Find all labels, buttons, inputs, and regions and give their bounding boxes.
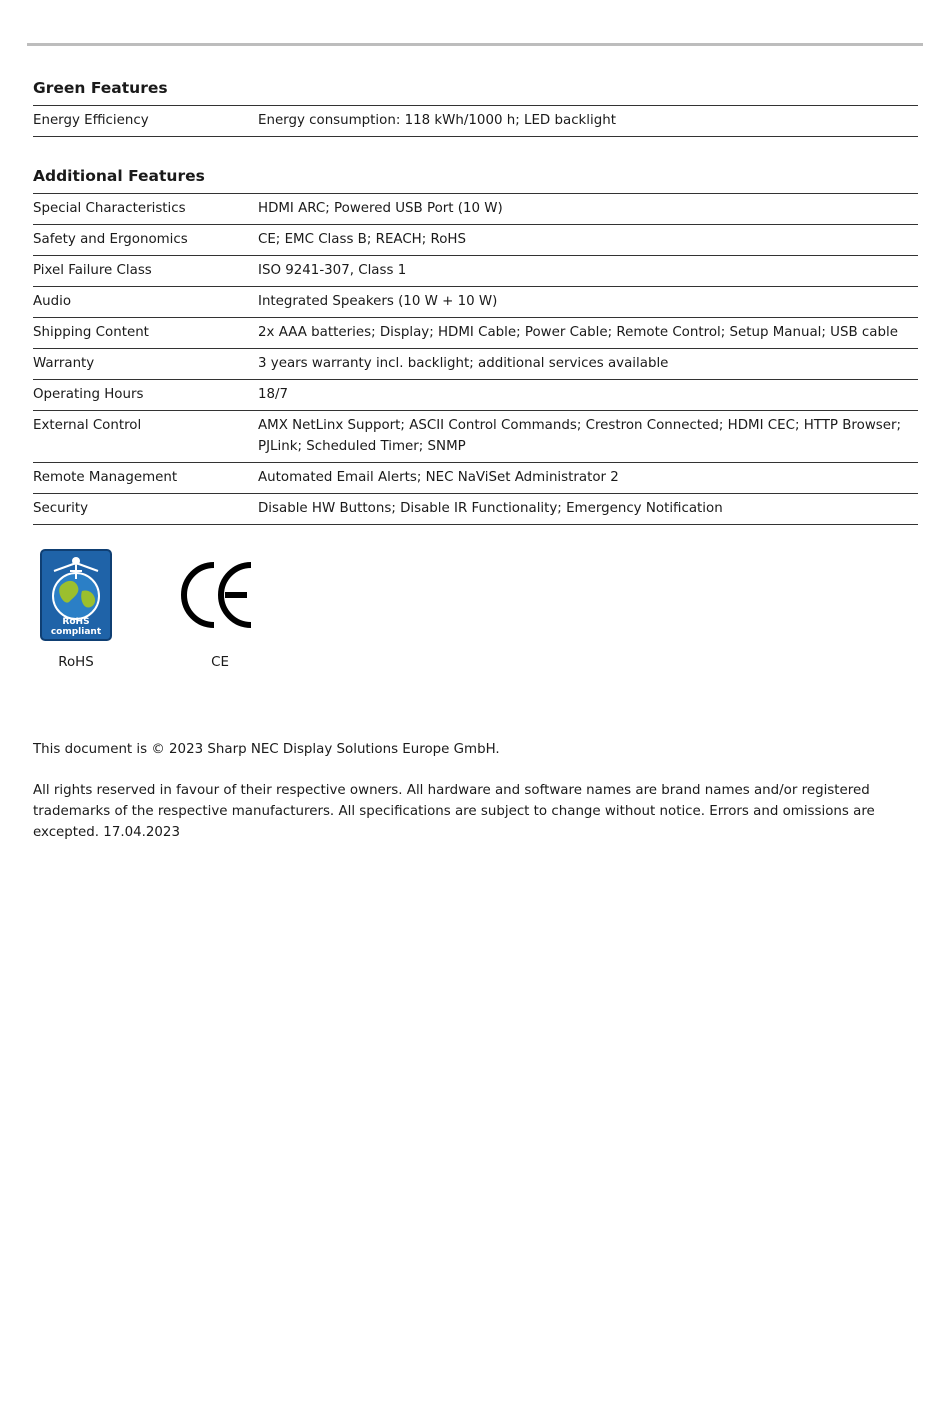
ce-logo <box>181 549 259 670</box>
green-features-table <box>33 105 918 137</box>
spec-label: Special Characteristics <box>33 194 258 225</box>
spec-label: Safety and Ergonomics <box>33 225 258 256</box>
table-row <box>33 411 918 463</box>
spec-label: Shipping Content <box>33 318 258 349</box>
spec-label: Warranty <box>33 349 258 380</box>
table-row <box>33 287 918 318</box>
spec-value: Integrated Speakers (10 W + 10 W) <box>258 287 918 318</box>
table-row <box>33 106 918 137</box>
spec-value: ISO 9241-307, Class 1 <box>258 256 918 287</box>
spec-label: Operating Hours <box>33 380 258 411</box>
table-row <box>33 380 918 411</box>
certification-logos <box>33 549 918 699</box>
table-row <box>33 494 918 525</box>
spec-value: 2x AAA batteries; Display; HDMI Cable; Power Cable; Remote Control; Setup Manual; USB cable <box>258 318 918 349</box>
rights-notice: All rights reserved in favour of their respective owners. All hardware and software names are brand names and/or registered trademarks of the respective manufacturers. All specifications are subject to change without notice. Errors and omissions are excepted. 17.04.2023 <box>33 783 875 840</box>
spec-value: Energy consumption: 118 kWh/1000 h; LED backlight <box>258 106 918 137</box>
spec-value: Disable HW Buttons; Disable IR Functionality; Emergency Notification <box>258 494 918 525</box>
spec-value: HDMI ARC; Powered USB Port (10 W) <box>258 194 918 225</box>
document-body <box>33 77 918 863</box>
table-row <box>33 256 918 287</box>
rohs-badge-icon <box>40 549 112 641</box>
table-row <box>33 318 918 349</box>
spec-value: 18/7 <box>258 380 918 411</box>
additional-features-table <box>33 193 918 525</box>
spec-label: Security <box>33 494 258 525</box>
copyright-notice: This document is © 2023 Sharp NEC Display Solutions Europe GmbH. <box>33 742 500 757</box>
section-title-green-features: Green Features <box>33 79 168 97</box>
spec-label: External Control <box>33 411 258 463</box>
table-row <box>33 349 918 380</box>
rohs-badge-line1: RoHS <box>62 617 90 627</box>
table-row <box>33 463 918 494</box>
top-divider <box>27 43 923 46</box>
section-title-additional-features: Additional Features <box>33 167 205 185</box>
table-row <box>33 225 918 256</box>
footer <box>33 739 918 843</box>
ce-caption: CE <box>211 655 229 670</box>
spec-label: Remote Management <box>33 463 258 494</box>
spec-value: 3 years warranty incl. backlight; additional services available <box>258 349 918 380</box>
spec-value: AMX NetLinx Support; ASCII Control Commands; Crestron Connected; HDMI CEC; HTTP Browser; PJLink; Scheduled Timer; SNMP <box>258 411 918 463</box>
spec-label: Audio <box>33 287 258 318</box>
table-row <box>33 194 918 225</box>
rohs-caption: RoHS <box>58 655 94 670</box>
rohs-logo <box>40 549 112 670</box>
spec-value: Automated Email Alerts; NEC NaViSet Administrator 2 <box>258 463 918 494</box>
spec-value: CE; EMC Class B; REACH; RoHS <box>258 225 918 256</box>
rohs-badge-line2: compliant <box>50 627 102 637</box>
spec-label: Pixel Failure Class <box>33 256 258 287</box>
spec-label: Energy Efficiency <box>33 106 258 137</box>
ce-mark-icon <box>181 549 259 641</box>
